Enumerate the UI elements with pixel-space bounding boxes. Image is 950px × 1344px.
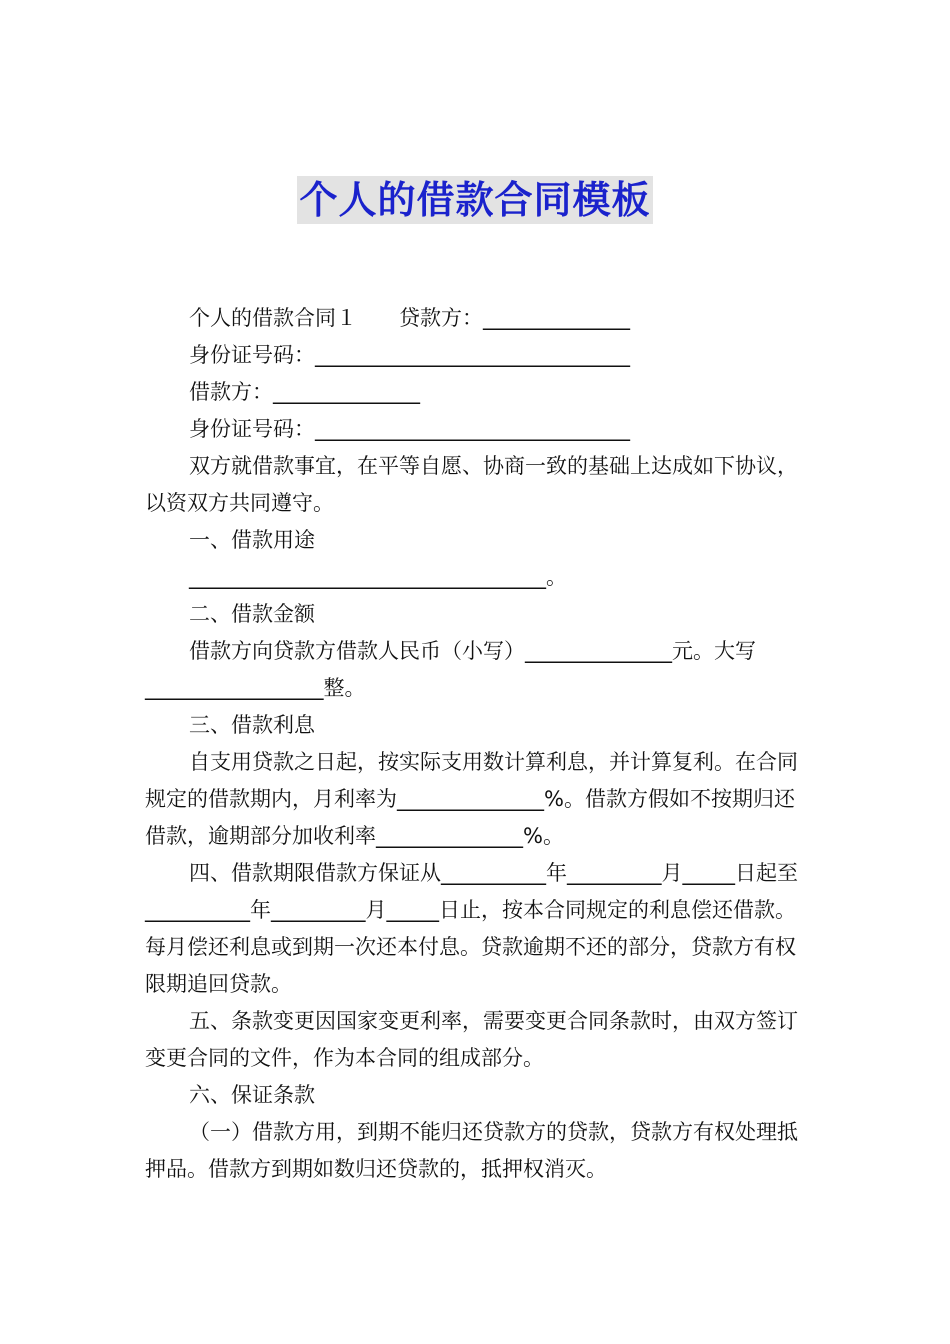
section-heading-guarantee: 六、保证条款 xyxy=(189,1083,315,1107)
section-heading-purpose: 一、借款用途 xyxy=(189,528,315,552)
title-container xyxy=(0,176,950,224)
paragraph-changes: 五、条款变更因国家变更利率，需要变更合同条款时，由双方签订变更合同的文件，作为本合同的组成部分。 xyxy=(145,1009,798,1070)
document-body xyxy=(145,300,813,1188)
paragraph-agreement: 双方就借款事宜，在平等自愿、协商一致的基础上达成如下协议，以资双方共同遵守。 xyxy=(145,454,798,515)
section-heading-interest: 三、借款利息 xyxy=(189,713,315,737)
paragraph-interest: 自支用贷款之日起，按实际支用数计算利息，并计算复利。在合同规定的借款期内，月利率为______________%。借款方假如不按期归还借款，逾期部分加收利率______________%。 xyxy=(145,750,798,848)
paragraph-borrower: 借款方：______________ xyxy=(189,380,420,404)
paragraph-guarantee-1: （一）借款方用，到期不能归还贷款方的贷款，贷款方有权处理抵押品。借款方到期如数归还贷款的，抵押权消灭。 xyxy=(145,1120,798,1181)
paragraph-amount: 借款方向贷款方借款人民币（小写）______________元。大写_________________整。 xyxy=(145,639,756,700)
section-heading-amount: 二、借款金额 xyxy=(189,602,315,626)
paragraph-purpose-blank: __________________________________。 xyxy=(189,565,567,589)
paragraph-lender-id: 身份证号码：______________________________ xyxy=(189,343,630,367)
paragraph-term: 四、借款期限借款方保证从__________年_________月_____日起至__________年_________月_____日止，按本合同规定的利息偿还借款。每月偿还利息或到期一次还本付息。贷款逾期不还的部分，贷款方有权限期追回贷款。 xyxy=(145,861,798,996)
paragraph-lender: 个人的借款合同１ 贷款方：______________ xyxy=(189,306,630,330)
paragraph-borrower-id: 身份证号码：______________________________ xyxy=(189,417,630,441)
document-title: 个人的借款合同模板 xyxy=(299,178,651,222)
